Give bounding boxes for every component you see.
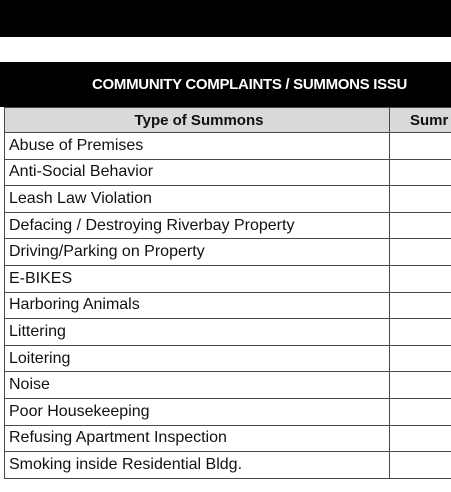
summons-value-cell (390, 398, 451, 425)
summons-type-cell: Abuse of Premises (5, 133, 390, 160)
summons-type-cell: Loitering (5, 345, 390, 372)
summons-type-cell: E-BIKES (5, 265, 390, 292)
summons-value-cell (390, 372, 451, 399)
summons-type-cell: Noise (5, 372, 390, 399)
table-row (5, 133, 451, 160)
summons-type-cell: Refusing Apartment Inspection (5, 425, 390, 452)
top-black-band (0, 0, 451, 37)
table-row (5, 398, 451, 425)
summons-type-cell: Smoking inside Residential Bldg. (5, 452, 390, 479)
summons-value-cell (390, 425, 451, 452)
summons-table (4, 107, 451, 479)
table-row (5, 265, 451, 292)
summons-value-cell (390, 186, 451, 213)
table-row (5, 159, 451, 186)
summons-type-cell: Anti-Social Behavior (5, 159, 390, 186)
summons-value-cell (390, 133, 451, 160)
table-row (5, 372, 451, 399)
table-row (5, 345, 451, 372)
summons-value-cell (390, 265, 451, 292)
summons-value-cell (390, 345, 451, 372)
table-row (5, 239, 451, 266)
summons-value-cell (390, 239, 451, 266)
table-row (5, 186, 451, 213)
summons-value-cell (390, 212, 451, 239)
header-summons-count: Sumr (390, 108, 451, 133)
summons-value-cell (390, 292, 451, 319)
table-title-text: COMMUNITY COMPLAINTS / SUMMONS ISSU (92, 76, 408, 93)
table-row (5, 212, 451, 239)
summons-type-cell: Leash Law Violation (5, 186, 390, 213)
table-row (5, 425, 451, 452)
table-row (5, 452, 451, 479)
table-row (5, 319, 451, 346)
summons-type-cell: Driving/Parking on Property (5, 239, 390, 266)
header-type-of-summons: Type of Summons (5, 108, 390, 133)
header-row (5, 108, 451, 133)
summons-value-cell (390, 159, 451, 186)
summons-type-cell: Littering (5, 319, 390, 346)
table-title (0, 62, 451, 107)
summons-type-cell: Defacing / Destroying Riverbay Property (5, 212, 390, 239)
summons-value-cell (390, 319, 451, 346)
summons-value-cell (390, 452, 451, 479)
summons-type-cell: Harboring Animals (5, 292, 390, 319)
table-row (5, 292, 451, 319)
summons-type-cell: Poor Housekeeping (5, 398, 390, 425)
